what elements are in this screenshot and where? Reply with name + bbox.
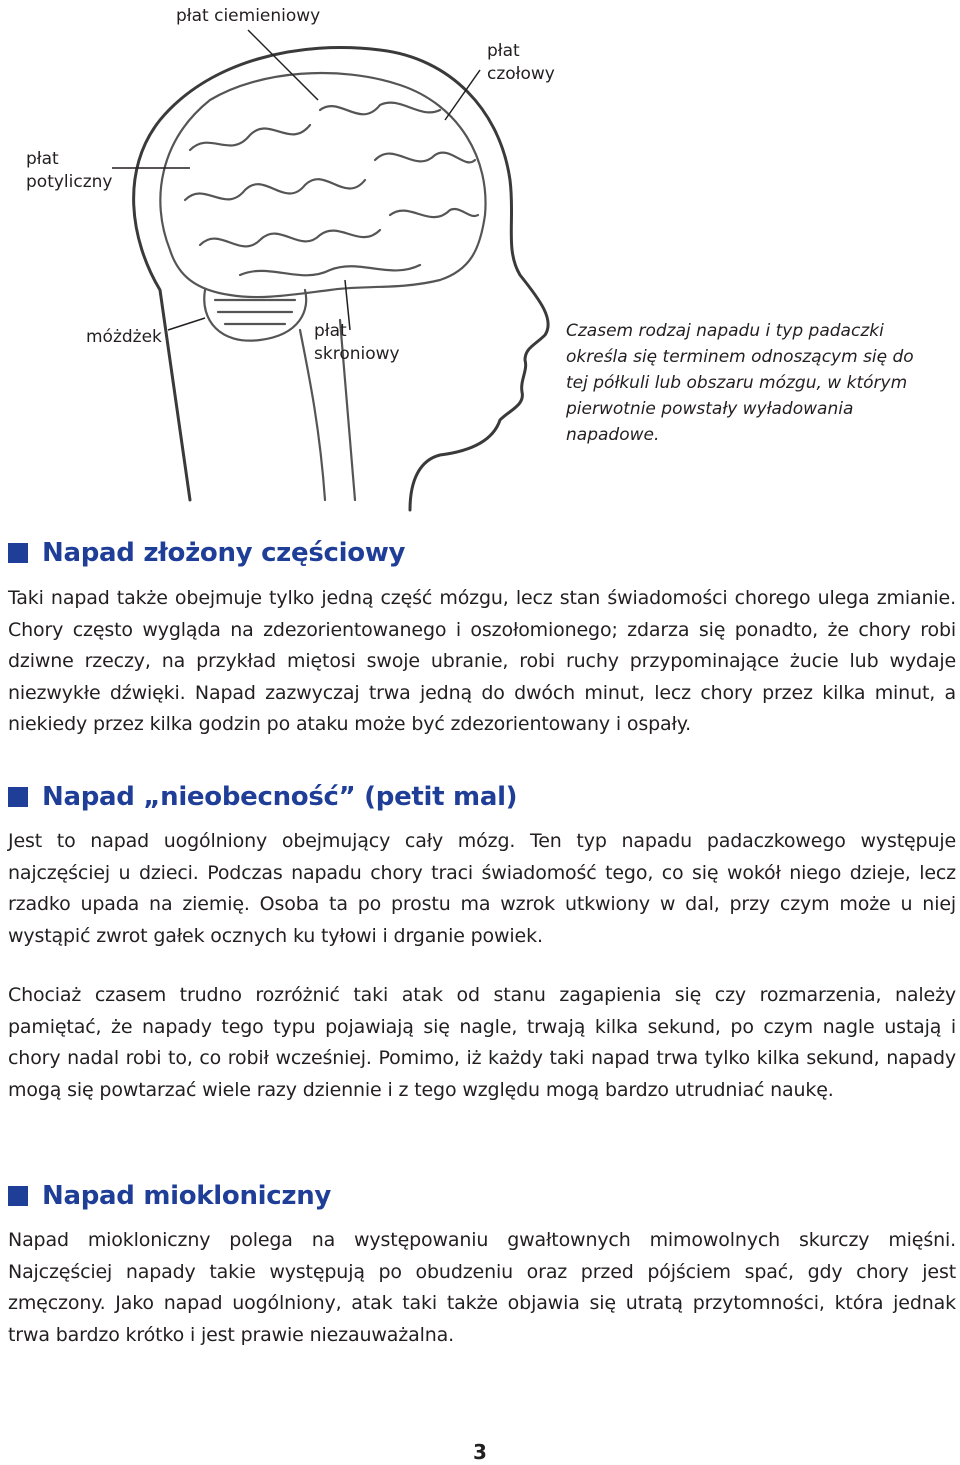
label-frontal-lobe-line1: płat <box>487 41 520 61</box>
paragraph-text: Osoba ta po prostu ma wzrok utkwiony w dal, przy czym może u niej wystąpić zwrot gałek ocznych ku tyłowi i drganie powiek. <box>8 893 956 947</box>
paragraph-text: Chociaż czasem trudno rozróżnić taki atak od stanu zagapienia się czy rozmarzenia, należy pamiętać, że napady tego typu pojawiają się nagle, trwają kilka sekund, po czym nagle ustają i chory nadal robi to, co robił wcześniej. <box>8 984 956 1069</box>
paragraph-text: Podczas napadu chory traci świadomość tego, co się wokół niego dzieje, lecz rzadko upada na ziemię. <box>8 861 956 915</box>
paragraph <box>8 826 956 952</box>
section-heading-text: Napad miokloniczny <box>42 1181 332 1211</box>
page-number: 3 <box>473 1440 487 1464</box>
section-heading-myoclonic <box>8 1181 331 1211</box>
label-parietal-lobe: płat ciemieniowy <box>176 6 321 26</box>
square-bullet-icon <box>8 1186 28 1206</box>
label-occipital-lobe-line1: płat <box>26 149 59 169</box>
section-heading-absence <box>8 782 517 812</box>
paragraph-text: Najczęściej napady takie występują po obudzeniu oraz przed pójściem spać, gdy chory jest zmęczony. <box>8 1260 956 1314</box>
square-bullet-icon <box>8 543 28 563</box>
paragraph-text: Jest to napad uogólniony obejmujący cały mózg. <box>8 830 516 852</box>
paragraph <box>8 1225 956 1351</box>
paragraph-text: Jako napad uogólniony, atak taki także objawia się utratą przytomności, która jednak trwa bardzo krótko i jest prawie niezauważalna. <box>8 1292 956 1346</box>
label-temporal-lobe-line1: płat <box>314 321 347 341</box>
paragraph <box>8 980 956 1106</box>
label-frontal-lobe-line2: czołowy <box>487 64 555 84</box>
paragraph-text: Taki napad także obejmuje tylko jedną część mózgu, lecz stan świadomości chorego ulega zmianie. Chory często wygląda na zdezorientowanego i oszołomionego; zdarza się ponadto, że chory robi dziwne rzeczy, na przykład miętosi swoje ubranie, robi ruchy przypominające żucie lub wydaje niezwykłe dźwięki. <box>8 587 956 704</box>
paragraph <box>8 583 956 741</box>
label-temporal-lobe-line2: skroniowy <box>314 344 400 364</box>
paragraph-text: Pomimo, iż każdy taki napad trwa tylko kilka sekund, napady mogą się powtarzać wiele razy dziennie i z tego względu mogą bardzo utrudniać naukę. <box>8 1047 956 1101</box>
square-bullet-icon <box>8 787 28 807</box>
label-occipital-lobe-line2: potyliczny <box>26 172 113 192</box>
paragraph-text: Napad zazwyczaj trwa jedną do dwóch minut, lecz chory przez kilka minut, a niekiedy przez kilka godzin po ataku może być zdezorientowany i ospały. <box>8 681 956 735</box>
figure-caption: Czasem rodzaj napadu i typ padaczki określa się terminem odnoszącym się do tej półkuli lub obszaru mózgu, w którym pierwotnie powstały wyładowania napadowe. <box>566 321 914 445</box>
section-heading-complex-partial <box>8 538 405 568</box>
paragraph-text: Ten typ napadu padaczkowego występuje najczęściej u dzieci. <box>8 830 957 884</box>
paragraph-text: Napad miokloniczny polega na występowaniu gwałtownych mimowolnych skurczy mięśni. <box>8 1229 956 1251</box>
label-cerebellum: móżdżek <box>86 327 162 347</box>
section-heading-text: Napad „nieobecność” (petit mal) <box>42 782 518 812</box>
section-heading-text: Napad złożony częściowy <box>42 538 406 568</box>
